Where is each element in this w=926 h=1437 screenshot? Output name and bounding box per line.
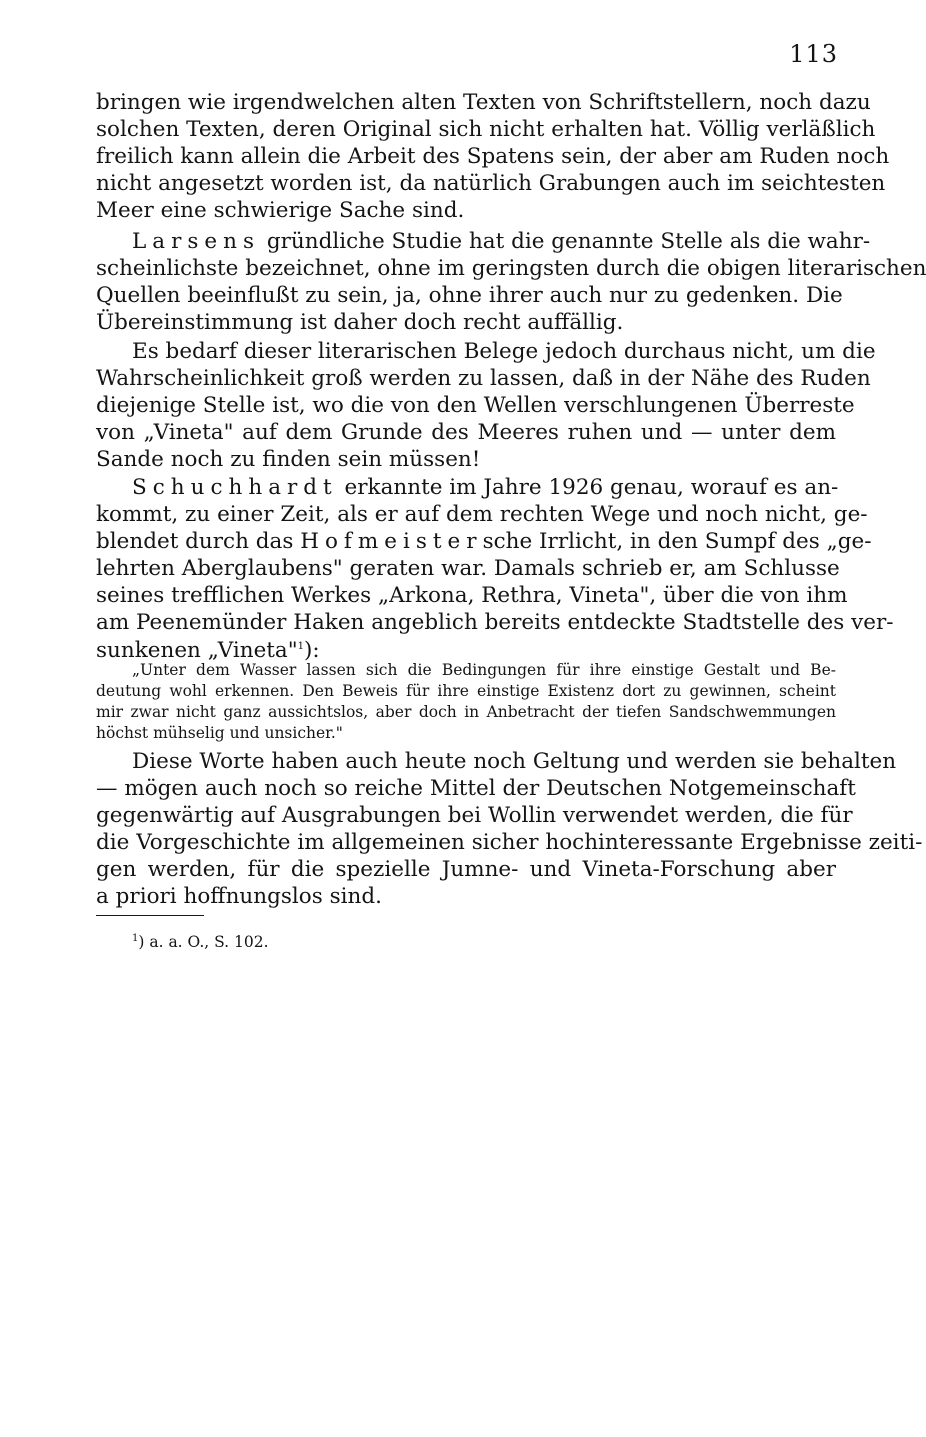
footnote-text: ) a. a. O., S. 102. xyxy=(138,933,269,951)
text-line: — mögen auch noch so reiche Mittel der Deutschen Notgemeinschaft xyxy=(96,776,856,802)
text-line: gen werden, für die spezielle Jumne- und Vineta-Forschung aber xyxy=(96,857,836,883)
text-line: die Vorgeschichte im allgemeinen sicher hochinteressante Ergebnisse zeiti- xyxy=(96,830,923,856)
text-line: Es bedarf dieser literarischen Belege jedoch durchaus nicht, um die xyxy=(132,339,876,364)
paragraph-3 xyxy=(96,338,876,473)
text-line: blendet durch das Hofmeistersche Irrlicht, in den Sumpf des „ge- xyxy=(96,529,872,555)
text-line: solchen Texten, deren Original sich nicht erhalten hat. Völlig verläßlich xyxy=(96,117,876,143)
text-line: nicht angesetzt worden ist, da natürlich Grabungen auch im seichtesten xyxy=(96,171,886,197)
footnote-divider xyxy=(96,915,204,916)
text-line: freilich kann allein die Arbeit des Spatens sein, der aber am Ruden noch xyxy=(96,144,890,170)
page-number: 113 xyxy=(789,40,838,68)
text-line: gegenwärtig auf Ausgrabungen bei Wollin verwendet werden, die für xyxy=(96,803,853,829)
text-line: diejenige Stelle ist, wo die von den Wellen verschlungenen Überreste xyxy=(96,393,855,419)
text-line: Schuchhardt erkannte im Jahre 1926 genau, worauf es an- xyxy=(132,475,839,500)
paragraph-4 xyxy=(96,474,894,664)
text-line: Sande noch zu finden sein müssen! xyxy=(96,447,481,473)
text-line: scheinlichste bezeichnet, ohne im geringsten durch die obigen literarischen xyxy=(96,256,926,282)
text-line: lehrten Aberglaubens" geraten war. Damals schrieb er, am Schlusse xyxy=(96,556,840,582)
footnote xyxy=(132,932,269,952)
text-line: Meer eine schwierige Sache sind. xyxy=(96,198,465,224)
quote-line: höchst mühselig und unsicher." xyxy=(96,724,343,742)
text-line: Quellen beeinflußt zu sein, ja, ohne ihrer auch nur zu gedenken. Die xyxy=(96,283,843,309)
spaced-name-larsens: Larsens xyxy=(132,229,261,254)
quote-line: „Unter dem Wasser lassen sich die Bedingungen für ihre einstige Gestalt und Be- xyxy=(132,661,836,679)
quote-line: deutung wohl erkennen. Den Beweis für ihre einstige Existenz dort zu gewinnen, scheint xyxy=(96,682,836,700)
quote-line: mir zwar nicht ganz aussichtslos, aber doch in Anbetracht der tiefen Sandschwemmungen xyxy=(96,703,836,721)
text-line: seines trefflichen Werkes „Arkona, Rethra, Vineta", über die von ihm xyxy=(96,583,848,609)
paragraph-2 xyxy=(96,228,926,336)
text-line: bringen wie irgendwelchen alten Texten von Schriftstellern, noch dazu xyxy=(96,90,871,115)
paragraph-1 xyxy=(96,89,890,224)
text-line: Diese Worte haben auch heute noch Geltung und werden sie behalten xyxy=(132,749,897,774)
paragraph-5 xyxy=(96,748,923,911)
text-line: Wahrscheinlichkeit groß werden zu lassen, daß in der Nähe des Ruden xyxy=(96,366,871,392)
spaced-name-schuchhardt: Schuchhardt xyxy=(132,475,338,500)
block-quote xyxy=(96,660,836,744)
text-line: am Peenemünder Haken angeblich bereits entdeckte Stadtstelle des ver- xyxy=(96,610,894,636)
text-line: Larsens gründliche Studie hat die genannte Stelle als die wahr- xyxy=(132,229,871,254)
text-line: Übereinstimmung ist daher doch recht auffällig. xyxy=(96,310,624,336)
text-line: sunkenen „Vineta"$^1$): xyxy=(96,637,320,663)
footnote-reference: 1 xyxy=(297,640,305,652)
text-line: von „Vineta" auf dem Grunde des Meeres ruhen und — unter dem xyxy=(96,420,836,446)
text-line: a priori hoffnungslos sind. xyxy=(96,884,382,910)
spaced-name-hofmeister: Hofmeister xyxy=(300,529,483,555)
text-line: kommt, zu einer Zeit, als er auf dem rechten Wege und noch nicht, ge- xyxy=(96,502,868,528)
footnote-mark: 1 xyxy=(132,932,139,944)
